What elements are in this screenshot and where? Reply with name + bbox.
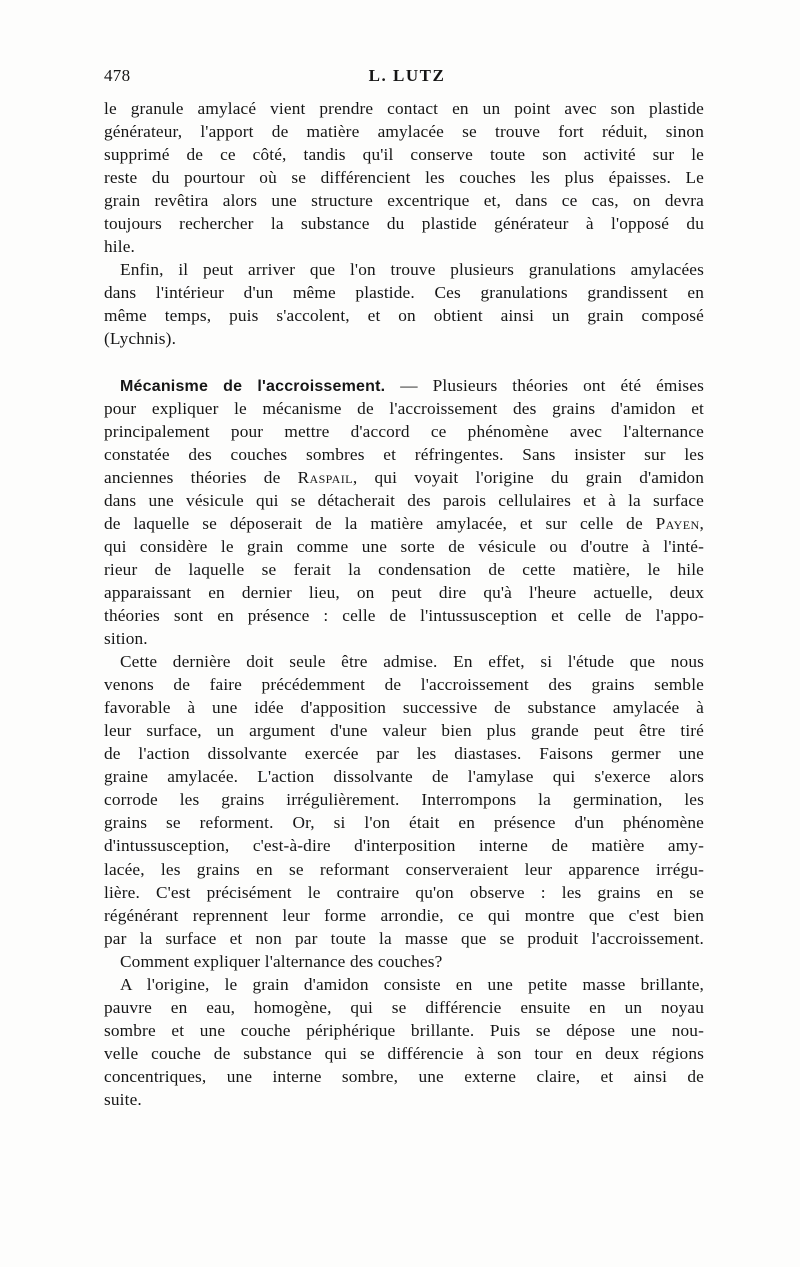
text-line: sombre et une couche périphérique brillante. Puis se dépose une nou- — [104, 1020, 704, 1040]
text-line: qui considère le grain comme une sorte de vésicule ou d'outre à l'inté- — [104, 536, 704, 556]
text-line: corrode les grains irrégulièrement. Interrompons la germination, les — [104, 790, 704, 810]
text-run: , — [699, 513, 704, 533]
text-line: velle couche de substance qui se différencie à son tour en deux régions — [104, 1043, 704, 1063]
text-line: Cette dernière doit seule être admise. En effet, si l'étude que nous — [120, 652, 704, 672]
text-line: favorable à une idée d'apposition successive de substance amylacée à — [104, 698, 704, 718]
text-line: rieur de laquelle se ferait la condensation de cette matière, le hile — [104, 559, 704, 579]
text-line: (Lychnis). — [104, 329, 177, 349]
page-number: 478 — [104, 66, 131, 85]
text-line: théories sont en présence : celle de l'intussusception et celle de l'appo- — [104, 605, 704, 625]
text-run: , qui voyait l'origine du grain d'amidon — [352, 467, 705, 487]
text-line: lière. C'est précisément le contraire qu'on observe : les grains en se — [104, 882, 704, 902]
body-text — [104, 97, 704, 1111]
text-line: dans une vésicule qui se détacherait des parois cellulaires et à la surface — [104, 490, 704, 510]
text-line: sition. — [104, 629, 148, 649]
text-run: — Plusieurs théories ont été émises — [385, 375, 705, 395]
running-head: L. LUTZ — [368, 66, 446, 85]
page-header — [104, 66, 704, 90]
text-line: venons de faire précédemment de l'accroissement des grains semble — [104, 675, 704, 695]
text-line: le granule amylacé vient prendre contact en un point avec son plastide — [104, 99, 704, 118]
text-line: toujours rechercher la substance du plastide générateur à l'opposé du — [104, 214, 704, 234]
text-line: reste du pourtour où se différencient les couches les plus épaisses. Le — [104, 168, 704, 188]
text-run: anciennes théories de — [104, 467, 298, 487]
text-line: apparaissant en dernier lieu, on peut dire qu'à l'heure actuelle, deux — [104, 582, 704, 602]
text-run: de laquelle se déposerait de la matière amylacée, et sur celle de — [104, 513, 656, 533]
text-line: d'intussusception, c'est-à-dire d'interposition interne de matière amy- — [104, 836, 704, 856]
text-line: dans l'intérieur d'un même plastide. Ces granulations grandissent en — [104, 283, 704, 303]
text-line: A l'origine, le grain d'amidon consiste en une petite masse brillante, — [120, 974, 704, 994]
text-line: par la surface et non par toute la masse que se produit l'accroissement. — [104, 928, 704, 948]
section-heading: Mécanisme de l'accroissement. — [120, 377, 386, 395]
section-heading-line — [104, 374, 704, 397]
text-line: de l'action dissolvante exercée par les diastases. Faisons germer une — [104, 744, 704, 764]
text-line: même temps, puis s'accolent, et on obtient ainsi un grain composé — [104, 306, 704, 326]
text-line: générateur, l'apport de matière amylacée se trouve fort réduit, sinon — [104, 122, 704, 142]
text-line: régénérant reprennent leur forme arrondie, ce qui montre que c'est bien — [104, 905, 704, 925]
text-line: Comment expliquer l'alternance des couches? — [120, 951, 443, 971]
text-line: constatée des couches sombres et réfringentes. Sans insister sur les — [104, 444, 704, 464]
text-line: suite. — [104, 1089, 142, 1109]
text-line: lacée, les grains en se reformant conserveraient leur apparence irrégu- — [104, 859, 704, 879]
text-line: grains se reforment. Or, si l'on était en présence d'un phénomène — [104, 813, 704, 833]
text-line — [104, 466, 704, 489]
text-line: graine amylacée. L'action dissolvante de l'amylase qui s'exerce alors — [104, 767, 704, 787]
text-line: supprimé de ce côté, tandis qu'il conserve toute son activité sur le — [104, 145, 704, 165]
text-line: hile. — [104, 237, 135, 257]
author-name: Payen — [655, 513, 700, 533]
author-name: Raspail — [297, 467, 353, 487]
text-line — [104, 512, 704, 535]
text-line: concentriques, une interne sombre, une externe claire, et ainsi de — [104, 1066, 704, 1086]
text-line: leur surface, un argument d'une valeur bien plus grande peut être tiré — [104, 721, 704, 741]
text-line: principalement pour mettre d'accord ce phénomène avec l'alternance — [104, 421, 704, 441]
text-line: Enfin, il peut arriver que l'on trouve plusieurs granulations amylacées — [120, 260, 704, 280]
text-line: pauvre en eau, homogène, qui se différencie ensuite en un noyau — [104, 997, 704, 1017]
text-line: pour expliquer le mécanisme de l'accroissement des grains d'amidon et — [104, 398, 704, 418]
text-line: grain revêtira alors une structure excentrique et, dans ce cas, on devra — [104, 191, 704, 211]
